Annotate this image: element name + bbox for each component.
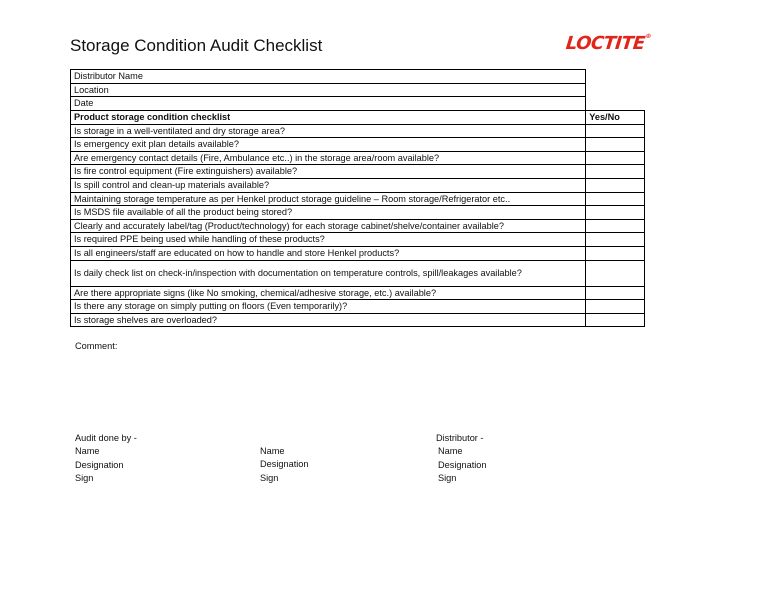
distributor-name-field: Distributor Name	[71, 70, 586, 84]
checklist-question: Are emergency contact details (Fire, Ambulance etc..) in the storage area/room available?	[71, 151, 586, 165]
table-row	[71, 313, 645, 327]
column-header-question: Product storage condition checklist	[71, 111, 586, 125]
yes-no-cell[interactable]	[586, 286, 645, 300]
loctite-logo: LOCTITE®	[564, 33, 652, 54]
yes-no-cell[interactable]	[586, 233, 645, 247]
yes-no-cell[interactable]	[586, 206, 645, 220]
checklist-question: Is there any storage on simply putting on floors (Even temporarily)?	[71, 300, 586, 314]
yes-no-cell[interactable]	[586, 300, 645, 314]
table-row	[71, 192, 645, 206]
distributor-designation-label: Designation	[438, 459, 487, 470]
table-row	[71, 70, 586, 84]
yes-no-cell[interactable]	[586, 178, 645, 192]
middle-signature-block	[260, 445, 309, 485]
yes-no-cell[interactable]	[586, 124, 645, 138]
yes-no-cell[interactable]	[586, 138, 645, 152]
checklist-question: Is storage shelves are overloaded?	[71, 313, 586, 327]
checklist-question: Is emergency exit plan details available?	[71, 138, 586, 152]
yes-no-cell[interactable]	[586, 260, 645, 286]
table-row	[71, 83, 586, 97]
table-row	[71, 286, 645, 300]
yes-no-cell[interactable]	[586, 246, 645, 260]
location-field: Location	[71, 83, 586, 97]
comment-label: Comment:	[75, 341, 118, 351]
checklist-question: Is fire control equipment (Fire extinguishers) available?	[71, 165, 586, 179]
audit-sign-label: Sign	[75, 473, 94, 484]
checklist-question: Is required PPE being used while handling of these products?	[71, 233, 586, 247]
middle-sign-label: Sign	[260, 472, 279, 483]
table-row	[71, 260, 645, 286]
table-row	[71, 300, 645, 314]
table-row	[71, 138, 645, 152]
column-header-yes-no: Yes/No	[586, 111, 645, 125]
checklist-question: Is MSDS file available of all the product being stored?	[71, 206, 586, 220]
table-row	[71, 206, 645, 220]
yes-no-cell[interactable]	[586, 219, 645, 233]
yes-no-cell[interactable]	[586, 313, 645, 327]
table-header-row	[71, 111, 645, 125]
audit-name-label: Name	[75, 446, 100, 457]
audit-heading: Audit done by -	[75, 433, 137, 443]
table-row	[71, 165, 645, 179]
checklist-table	[70, 110, 645, 327]
checklist-question: Are there appropriate signs (like No smoking, chemical/adhesive storage, etc.) available?	[71, 286, 586, 300]
table-row	[71, 219, 645, 233]
distributor-signature-block	[436, 432, 487, 486]
table-row	[71, 246, 645, 260]
table-row	[71, 178, 645, 192]
distributor-name-label: Name	[438, 446, 463, 457]
checklist-question: Is daily check list on check-in/inspection with documentation on temperature controls, spill/leakages available?	[71, 260, 586, 286]
checklist-question: Maintaining storage temperature as per Henkel product storage guideline – Room storage/Refrigerator etc..	[71, 192, 586, 206]
audit-signature-block	[75, 432, 137, 486]
middle-designation-label: Designation	[260, 459, 309, 470]
page-title: Storage Condition Audit Checklist	[70, 36, 323, 55]
middle-name-label: Name	[260, 446, 285, 456]
checklist-question: Clearly and accurately label/tag (Product/technology) for each storage cabinet/shelve/container available?	[71, 219, 586, 233]
checklist-question: Is spill control and clean-up materials available?	[71, 178, 586, 192]
yes-no-cell[interactable]	[586, 192, 645, 206]
table-row	[71, 124, 645, 138]
table-row	[71, 151, 645, 165]
table-row	[71, 233, 645, 247]
distributor-heading: Distributor -	[436, 433, 484, 443]
yes-no-cell[interactable]	[586, 151, 645, 165]
checklist-question: Is storage in a well-ventilated and dry storage area?	[71, 124, 586, 138]
distributor-info-table	[70, 69, 586, 111]
date-field: Date	[71, 97, 586, 111]
table-row	[71, 97, 586, 111]
yes-no-cell[interactable]	[586, 165, 645, 179]
distributor-sign-label: Sign	[438, 473, 457, 484]
checklist-question: Is all engineers/staff are educated on how to handle and store Henkel products?	[71, 246, 586, 260]
audit-designation-label: Designation	[75, 459, 124, 470]
